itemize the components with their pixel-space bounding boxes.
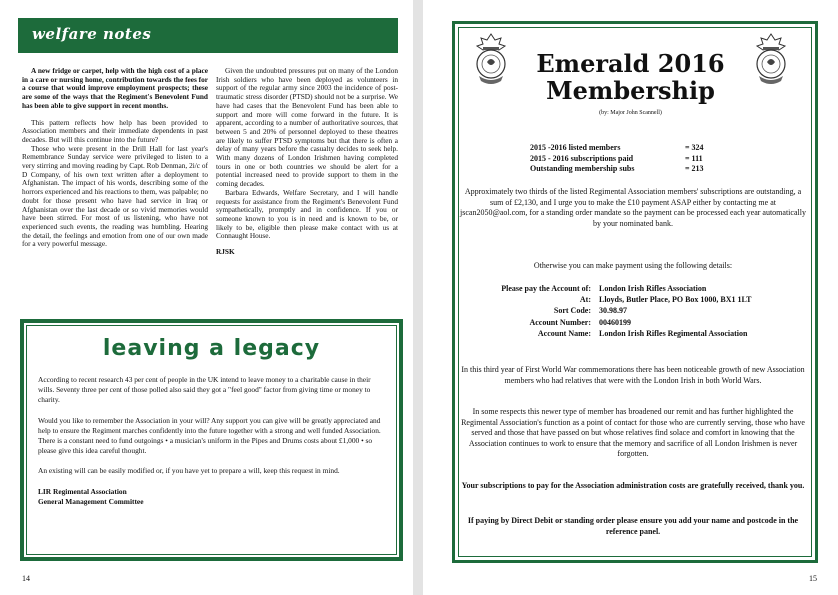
bank-value: Lloyds, Butler Place, PO Box 1000, BX1 1LT: [599, 295, 752, 305]
bank-label: Account Name:: [537, 328, 591, 338]
legacy-title: leaving a legacy: [102, 336, 321, 361]
legacy-signature-line: General Management Committee: [38, 496, 144, 506]
membership-paragraph: Your subscriptions to pay for the Association administration costs are gratefully received, thank you.: [461, 481, 805, 490]
welfare-notes-banner: [18, 18, 398, 53]
page-number: 14: [22, 574, 30, 583]
legacy-text: [38, 375, 383, 507]
legacy-paragraph: An existing will can be easily modified or, if you have yet to prepare a will, keep this request in mind.: [38, 466, 340, 476]
welfare-paragraph: Given the undoubted pressures put on many of the London Irish soldiers who have been deployed as volunteers in support of the regular army since 2003 the incidence of post-traumatic stress disorder (PTSD) should not be a surprise. We have had cases that the Benevolent Fund has been able to support and more will come forward in the future. It is apparent, according to a number of authoritative sources, that between 5 and 20% of personnel deployed to these theatres are likely to suffer PTSD symptoms but that there is often a delay of many years before the casualty decides to seek help. With many dozens of London Irishmen having completed tours in one or both countries we should be alert for a potential increased need to provide support to them in the coming decades.: [216, 66, 398, 189]
bank-row: [495, 294, 751, 305]
bank-value: 30.98.97: [599, 306, 627, 316]
membership-title-line1: Emerald 2016: [536, 49, 725, 78]
stat-value: = 111: [685, 153, 703, 163]
stat-row: [530, 143, 725, 154]
page-number: 15: [809, 574, 817, 583]
membership-stats: [530, 143, 725, 175]
left-page: [0, 0, 413, 595]
bank-row: [495, 283, 751, 294]
bank-row: [495, 317, 751, 328]
stat-value: = 213: [685, 164, 704, 174]
welfare-column-right: [216, 67, 398, 257]
stat-row: [530, 164, 725, 175]
bank-value: London Irish Rifles Association: [599, 284, 707, 293]
membership-title-line2: Membership: [546, 76, 715, 105]
bank-value: London Irish Rifles Regimental Association: [599, 328, 748, 338]
bank-label: At:: [579, 295, 591, 305]
legacy-signature-line: LIR Regimental Association: [38, 486, 127, 496]
membership-paragraph: In this third year of First World War commemorations there has been noticeable growth of new Association members who had relatives that were with the London Irish in both World Wars.: [461, 365, 805, 385]
welfare-paragraph: This pattern reflects how help has been provided to Association members and their immediate dependents in past decades. But will this continue into the future?: [22, 117, 208, 144]
welfare-paragraph: Those who were present in the Drill Hall for last year's Remembrance Sunday service were privileged to listen to a very stirring and moving reading by Capt. Rob Denman, 2i/c of D Company, of his own text written after a deployment to Afghanistan. The impact of his words, describing some of the horrors experienced and his reactions to them, was palpable; no doubt for those present who have had service in Iraq or Afghanistan over the last decade or so vivid memories would have been stirred. For most of us listening, who have not experienced such events, the reading was humbling. Hearing the detail, the feelings and emotion from one of our own made for a very powerful message.: [22, 143, 208, 249]
stat-label: 2015 -2016 listed members: [530, 143, 621, 152]
legacy-paragraph: Would you like to remember the Association in your will? Any support you can give will be greatly appreciated and help to ensure the Regiment marches confidently into the future together with a strong and well funded Association. There is a constant need to fund outgoings • a musician's uniform in the Pipes and Drums costs about £1,000 • so please give this idea careful thought.: [38, 415, 381, 456]
welfare-lead-paragraph: A new fridge or carpet, help with the high cost of a place in a care or nursing home, contribution towards the fees for a course that would improve employment prospects; these are some of the ways that the Regiment's Benevolent Fund has been able to give support in recent months.: [22, 66, 208, 110]
byline: (by: Major John Scannell): [599, 110, 662, 116]
bank-label: Sort Code:: [553, 306, 591, 316]
membership-paragraph: In some respects this newer type of member has broadened our remit and has further highlighted the Regimental Association's function as a point of contact for those who are currently serving, those who have served and those that have passed on but whose relatives find solace and comfort in knowing that the Association continues to work to ensure that the memory and sacrifice of all London Irishmen is never forgotten.: [461, 407, 805, 458]
bank-details: [495, 283, 751, 339]
bank-label: Please pay the Account of:: [501, 284, 591, 293]
stat-row: [530, 154, 725, 165]
membership-paragraph: If paying by Direct Debit or standing order please ensure you add your name and postcode in the reference panel.: [467, 516, 799, 536]
stat-value: = 324: [685, 143, 704, 152]
legacy-paragraph: According to recent research 43 per cent of people in the UK intend to leave money to a charitable cause in their wills. Seventy three per cent of those polled also said they got a "feel good" factor from giving time or money to charity.: [38, 375, 371, 405]
membership-paragraph: Otherwise you can make payment using the following details:: [533, 261, 733, 270]
right-page: [423, 0, 838, 595]
bank-value: 00460199: [599, 317, 631, 327]
stat-label: Outstanding membership subs: [530, 164, 635, 174]
welfare-notes-title: welfare notes: [32, 25, 152, 43]
bank-row: [495, 305, 751, 316]
welfare-signature: RJSK: [216, 247, 235, 257]
bank-row: [495, 328, 751, 339]
stat-label: 2015 - 2016 subscriptions paid: [530, 153, 634, 163]
welfare-column-left: [22, 67, 208, 249]
welfare-paragraph: Barbara Edwards, Welfare Secretary, and I will handle requests for assistance from the Regiment's Benevolent Fund sympathetically, promptly and in confidence. If you or someone known to you is in need and is known to be, or likely to be, eligible then please make contact with us at Connaught House.: [216, 187, 398, 241]
membership-paragraph: Approximately two thirds of the listed Regimental Association members' subscriptions are outstanding, a sum of £2,130, and I urge you to make the £10 payment ASAP either by contacting me at jscan2050@aol.com, for a standing order mandate so the payment can be processed each year automatically by your nominated bank.: [460, 187, 806, 228]
bank-label: Account Number:: [529, 317, 591, 327]
page-spine: [413, 0, 423, 595]
legacy-box: [20, 319, 403, 561]
